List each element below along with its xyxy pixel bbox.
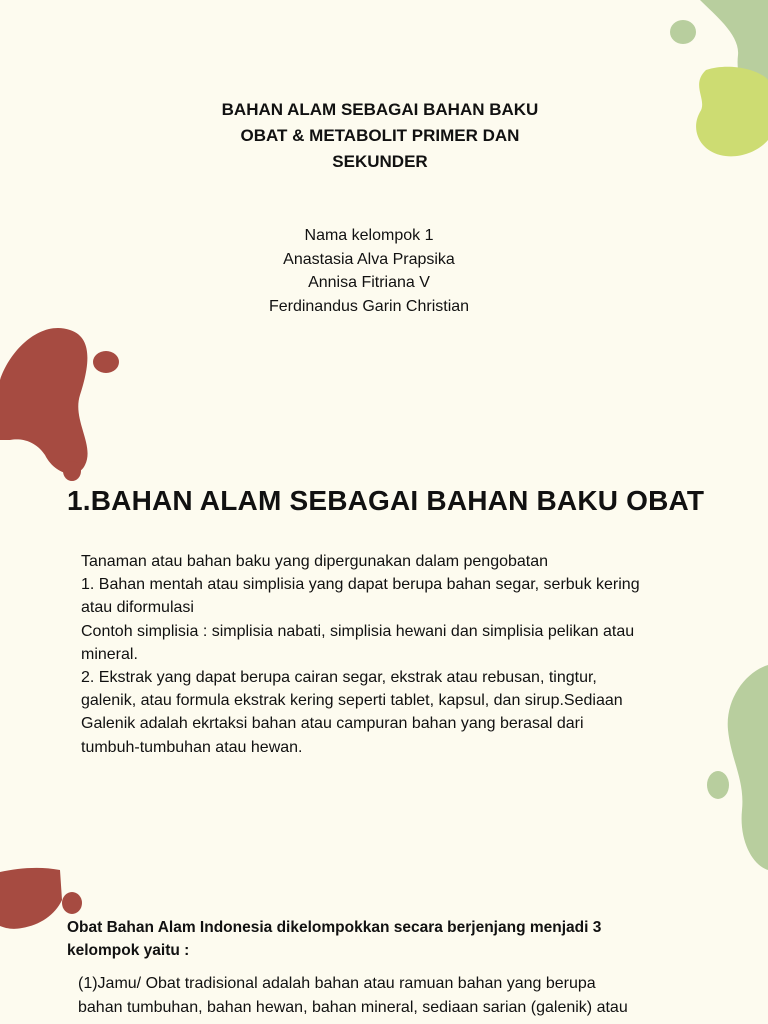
paragraph-line: mineral.	[81, 645, 138, 663]
paragraph-line: Contoh simplisia : simplisia nabati, simplisia hewani dan simplisia pelikan atau	[81, 622, 635, 640]
title-line: BAHAN ALAM SEBAGAI BAHAN BAKU	[221, 100, 539, 119]
paragraph-line: bahan tumbuhan, bahan hewan, bahan mineral, sediaan sarian (galenik) atau	[78, 998, 628, 1016]
member-name: Ferdinandus Garin Christian	[268, 297, 470, 315]
intro-line: Obat Bahan Alam Indonesia dikelompokkan secara berjenjang menjadi 3	[67, 919, 602, 936]
red-dot-small-1	[93, 351, 119, 373]
paragraph-line: 1. Bahan mentah atau simplisia yang dapat berupa bahan segar, serbuk kering	[81, 576, 640, 594]
paragraph-line: Galenik adalah ekrtaksi bahan atau campuran bahan yang berasal dari	[81, 715, 584, 733]
section2-intro	[67, 917, 687, 962]
section2-body	[78, 972, 718, 1019]
paragraph-line: Tanaman atau bahan baku yang dipergunakan dalam pengobatan	[81, 553, 549, 570]
group-name: Nama kelompok 1	[304, 227, 434, 244]
section1-body	[81, 550, 711, 759]
paragraph-line: galenik, atau formula ekstrak kering seperti tablet, kapsul, dan sirup.Sediaan	[81, 692, 623, 710]
red-dot-small-2	[63, 461, 81, 481]
green-dot-right	[707, 771, 729, 799]
paragraph-line: 2. Ekstrak yang dapat berupa cairan segar, ekstrak atau rebusan, tingtur,	[81, 669, 597, 687]
title-line: SEKUNDER	[332, 152, 428, 171]
member-name: Annisa Fitriana V	[308, 274, 430, 291]
document-title	[0, 97, 760, 175]
red-blob-left	[0, 328, 88, 474]
paragraph-line: atau diformulasi	[81, 599, 194, 617]
section1-heading: 1.BAHAN ALAM SEBAGAI BAHAN BAKU OBAT	[67, 485, 705, 516]
green-dot-top	[670, 20, 696, 44]
paragraph-line: tumbuh-tumbuhan atau hewan.	[81, 738, 303, 756]
group-members	[0, 224, 738, 318]
paragraph-line: (1)Jamu/ Obat tradisional adalah bahan atau ramuan bahan yang berupa	[78, 975, 596, 992]
red-dot-bottom	[62, 892, 82, 914]
intro-line: kelompok yaitu :	[67, 941, 190, 959]
title-line: OBAT & METABOLIT PRIMER DAN	[240, 126, 520, 145]
red-blob-bottom-left	[0, 868, 62, 929]
green-blob-right	[728, 665, 768, 870]
member-name: Anastasia Alva Prapsika	[283, 250, 455, 268]
